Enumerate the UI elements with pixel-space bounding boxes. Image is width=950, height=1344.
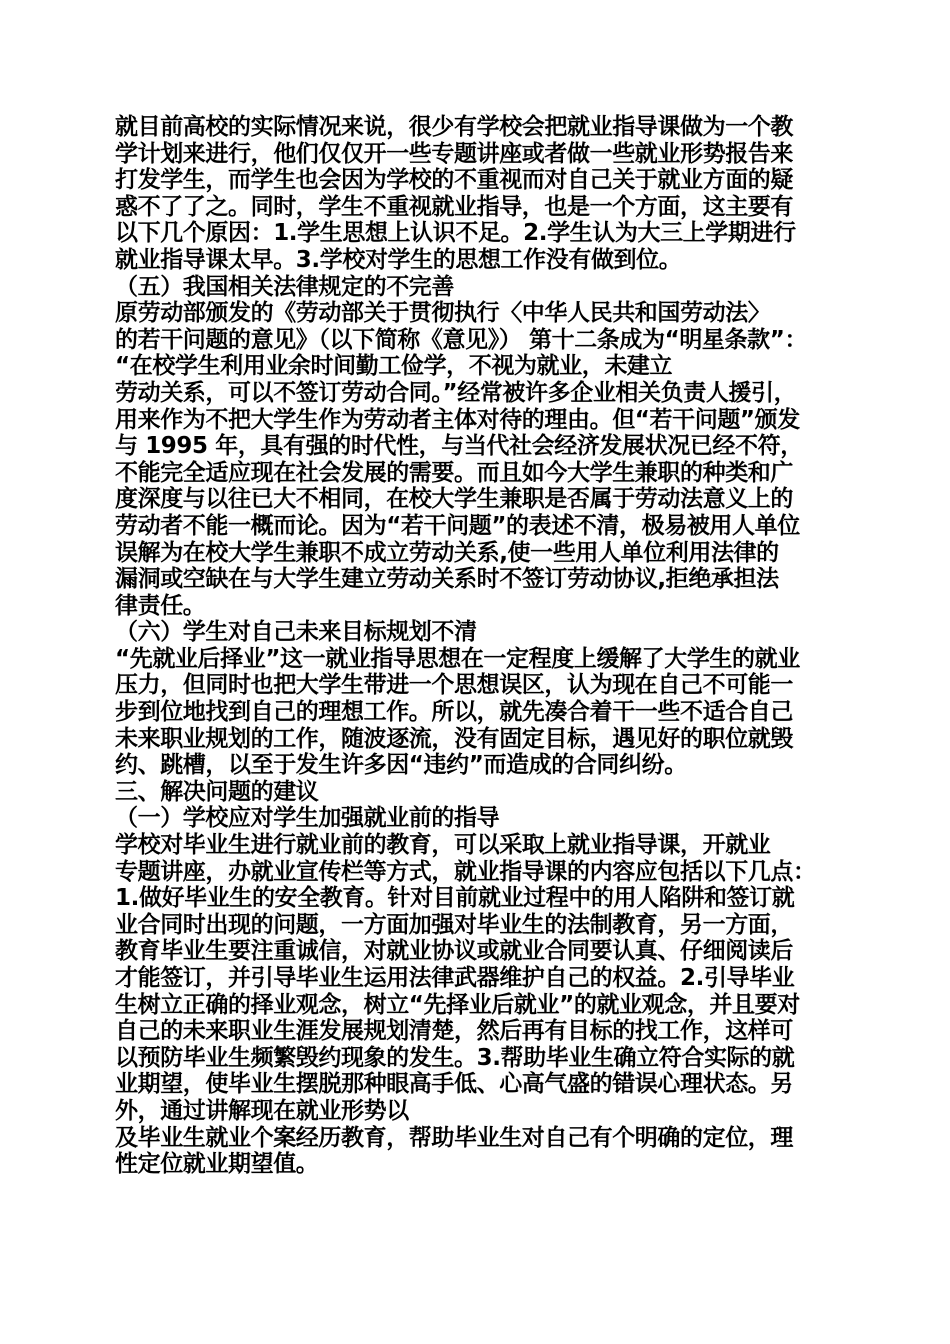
text-line: “先就业后择业”这一就业指导思想在一定程度上缓解了大学生的就业 (115, 645, 800, 672)
section-heading: （五）我国相关法律规定的不完善 (115, 273, 455, 300)
text-line: 不能完全适应现在社会发展的需要。而且如今大学生兼职的种类和广 (115, 459, 794, 486)
text-line: 以预防毕业生频繁毁约现象的发生。3.帮助毕业生确立符合实际的就 (115, 1044, 795, 1071)
body-text (115, 114, 845, 1178)
text-line: 用来作为不把大学生作为劳动者主体对待的理由。但“若干问题”颁发 (115, 406, 800, 433)
text-line: 教育毕业生要注重诚信，对就业协议或就业合同要认真、仔细阅读后 (115, 938, 794, 965)
text-line: 步到位地找到自己的理想工作。所以，就先凑合着干一些不适合自己 (115, 699, 794, 726)
text-line: 惑不了了之。同时，学生不重视就业指导，也是一个方面，这主要有 (115, 193, 794, 220)
text-line: 自己的未来职业生涯发展规划清楚，然后再有目标的找工作，这样可 (115, 1018, 794, 1045)
text-line: 外，通过讲解现在就业形势以 (115, 1097, 409, 1124)
text-line: 律责任。 (115, 592, 206, 619)
text-line: 未来职业规划的工作，随波逐流，没有固定目标，遇见好的职位就毁 (115, 725, 794, 752)
chapter-heading: 三、解决问题的建议 (115, 778, 319, 805)
text-line: 约、跳槽，以至于发生许多因“违约”而造成的合同纠纷。 (115, 752, 687, 779)
text-line: 才能签订，并引导毕业生运用法律武器维护自己的权益。2.引导毕业 (115, 965, 795, 991)
text-line: 漏洞或空缺在与大学生建立劳动关系时不签订劳动协议,拒绝承担法 (115, 566, 779, 593)
section-heading: （六）学生对自己未来目标规划不清 (115, 619, 477, 646)
text-line: 就业指导课太早。3.学校对学生的思想工作没有做到位。 (115, 246, 682, 273)
text-line: 与 1995 年，具有强的时代性，与当代社会经济发展状况已经不符， (115, 433, 803, 460)
section-heading: （一）学校应对学生加强就业前的指导 (115, 805, 500, 832)
text-line: 度深度与以往已大不相同，在校大学生兼职是否属于劳动法意义上的 (115, 486, 794, 513)
text-line: 1.做好毕业生的安全教育。针对目前就业过程中的用人陷阱和签订就 (115, 885, 795, 912)
text-line: 劳动者不能一概而论。因为“若干问题”的表述不清，极易被用人单位 (115, 512, 800, 539)
text-line: 误解为在校大学生兼职不成立劳动关系,使一些用人单位利用法律的 (115, 539, 779, 566)
text-line: 劳动关系，可以不签订劳动合同。”经常被许多企业相关负责人援引， (115, 379, 797, 406)
text-line: 以下几个原因：1.学生思想上认识不足。2.学生认为大三上学期进行 (115, 220, 796, 247)
text-line: 压力，但同时也把大学生带进一个思想误区，认为现在自己不可能一 (115, 672, 794, 699)
text-line: 生树立正确的择业观念，树立“先择业后就业”的就业观念，并且要对 (115, 991, 800, 1018)
text-line: 学校对毕业生进行就业前的教育，可以采取上就业指导课，开就业 (115, 832, 771, 859)
text-line: “在校学生利用业余时间勤工俭学，不视为就业，未建立 (115, 353, 673, 380)
text-line: 的若干问题的意见》（以下简称《意见》） 第十二条成为“明星条款”： (115, 326, 808, 353)
text-line: 打发学生，而学生也会因为学校的不重视而对自己关于就业方面的疑 (115, 167, 794, 194)
text-line: 原劳动部颁发的《劳动部关于贯彻执行〈中华人民共和国劳动法〉 (115, 300, 771, 327)
text-line: 业期望，使毕业生摆脱那种眼高手低、心高气盛的错误心理状态。另 (115, 1071, 794, 1098)
text-line: 学计划来进行，他们仅仅开一些专题讲座或者做一些就业形势报告来 (115, 140, 794, 167)
text-line: 及毕业生就业个案经历教育，帮助毕业生对自己有个明确的定位，理 (115, 1124, 794, 1151)
text-line: 业合同时出现的问题，一方面加强对毕业生的法制教育，另一方面， (115, 911, 794, 938)
text-line: 就目前高校的实际情况来说，很少有学校会把就业指导课做为一个教 (115, 114, 794, 140)
text-line: 专题讲座，办就业宣传栏等方式，就业指导课的内容应包括以下几点： (115, 858, 816, 885)
text-line: 性定位就业期望值。 (115, 1151, 319, 1178)
